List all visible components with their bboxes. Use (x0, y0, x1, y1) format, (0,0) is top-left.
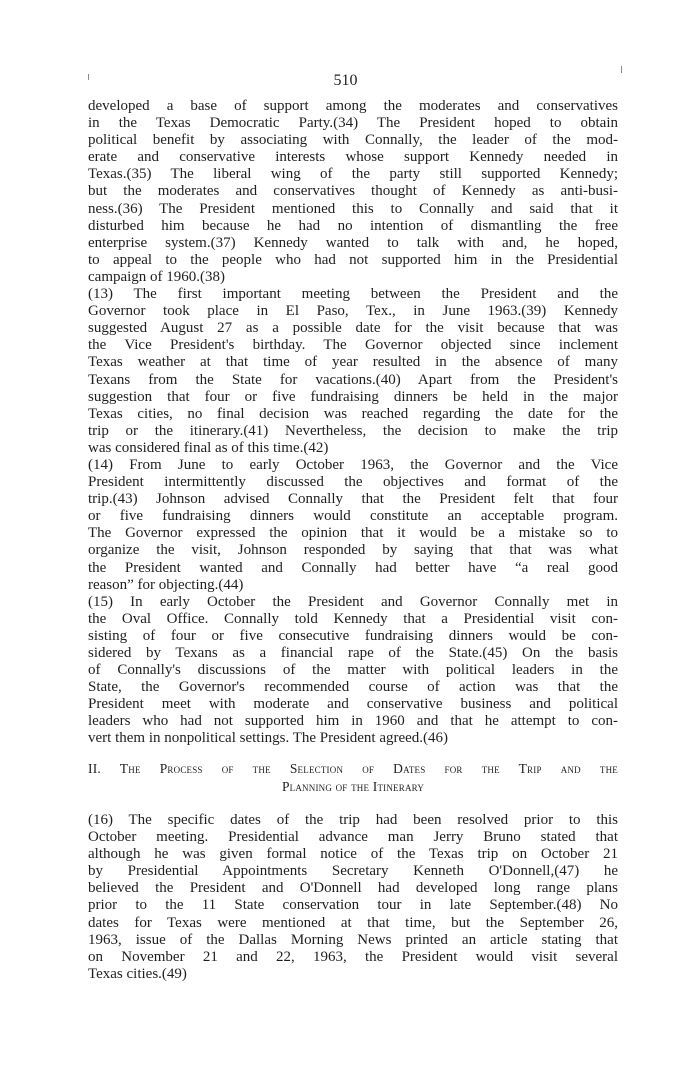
text-line: the Vice President's birthday. The Governor objected since inclement (88, 337, 618, 354)
section-heading (88, 760, 618, 796)
text-line: erate and conservative interests whose support Kennedy needed in (88, 149, 618, 166)
text-line: Texas.(35) The liberal wing of the party still supported Kennedy; (88, 166, 618, 183)
text-line: to appeal to the people who had not supported him in the Presidential (88, 251, 618, 268)
text-line: Texas weather at that time of year resulted in the absence of many (88, 354, 618, 371)
text-line: (16) The specific dates of the trip had been resolved prior to this (88, 812, 618, 828)
heading-line: II. The Process of the Selection of Dates for the Trip and the (88, 761, 618, 776)
text-line: leaders who had not supported him in 1960 and that he attempt to con- (88, 713, 618, 730)
text-line: 1963, issue of the Dallas Morning News printed an article stating that (88, 931, 618, 948)
text-line: President intermittently discussed the objectives and format of the (88, 474, 618, 491)
text-line: Texans from the State for vacations.(40) Apart from the President's (88, 371, 618, 388)
text-line: of Connally's discussions of the matter with political leaders in the (88, 662, 618, 679)
text-line: (15) In early October the President and Governor Connally met in (88, 593, 618, 610)
text-line: Texas cities.(49) (88, 965, 187, 982)
text-line: organize the visit, Johnson responded by saying that that was what (88, 542, 618, 559)
body-text-top (88, 98, 618, 748)
text-line: on November 21 and 22, 1963, the President would visit several (88, 948, 618, 965)
text-line: vert them in nonpolitical settings. The President agreed.(46) (88, 730, 449, 747)
text-line: trip.(43) Johnson advised Connally that the President felt that four (88, 491, 618, 508)
text-line: campaign of 1960.(38) (88, 268, 226, 285)
text-line: was considered final as of this time.(42) (88, 439, 329, 456)
text-line: in the Texas Democratic Party.(34) The President hoped to obtain (88, 115, 618, 132)
text-line: although he was given formal notice of the Texas trip on October 21 (88, 846, 618, 863)
text-line: sisting of four or five consecutive fundraising dinners would be con- (88, 627, 618, 644)
text-line: prior to the 11 State conservation tour in late September.(48) No (88, 897, 618, 914)
text-line: reason” for objecting.(44) (88, 576, 244, 593)
text-line: October meeting. Presidential advance man Jerry Bruno stated that (88, 829, 618, 846)
text-line: dates for Texas were mentioned at that time, but the September 26, (88, 914, 618, 931)
text-line: disturbed him because he had no intention of dismantling the free (88, 217, 618, 234)
text-line: (13) The first important meeting between the President and the (88, 286, 618, 303)
body-text-bottom (88, 812, 618, 983)
text-line: political benefit by associating with Connally, the leader of the mod- (88, 132, 618, 149)
text-line: or five fundraising dinners would constitute an acceptable program. (88, 508, 618, 525)
text-line: (14) From June to early October 1963, the Governor and the Vice (88, 456, 618, 473)
text-line: The Governor expressed the opinion that it would be a mistake so to (88, 525, 618, 542)
heading-line: Planning of the Itinerary (281, 779, 425, 794)
text-line: Governor took place in El Paso, Tex., in June 1963.(39) Kennedy (88, 303, 618, 320)
text-line: suggested August 27 as a possible date for the visit because that was (88, 320, 618, 337)
text-line: sidered by Texans as a financial rape of the State.(45) On the basis (88, 645, 618, 661)
text-line: believed the President and O'Donnell had developed long range plans (88, 880, 618, 897)
text-line: the Oval Office. Connally told Kennedy that a Presidential visit con- (88, 610, 618, 627)
text-line: trip or the itinerary.(41) Nevertheless, the decision to make the trip (88, 422, 618, 439)
text-line: ness.(36) The President mentioned this to Connally and said that it (88, 200, 618, 217)
text-line: the President wanted and Connally had better have “a real good (88, 559, 618, 576)
text-line: but the moderates and conservatives thought of Kennedy as anti-busi- (88, 183, 618, 200)
text-line: Texas cities, no final decision was reached regarding the date for the (88, 405, 618, 422)
text-line: President meet with moderate and conservative business and political (88, 696, 618, 713)
text-line: suggestion that four or five fundraising dinners be held in the major (88, 388, 618, 405)
text-line: by Presidential Appointments Secretary Kenneth O'Donnell,(47) he (88, 863, 618, 880)
page-number: 510 (333, 72, 358, 89)
text-line: developed a base of support among the moderates and conservatives (88, 98, 618, 114)
text-line: enterprise system.(37) Kennedy wanted to talk with and, he hoped, (88, 234, 618, 251)
text-line: State, the Governor's recommended course of action was that the (88, 679, 618, 696)
